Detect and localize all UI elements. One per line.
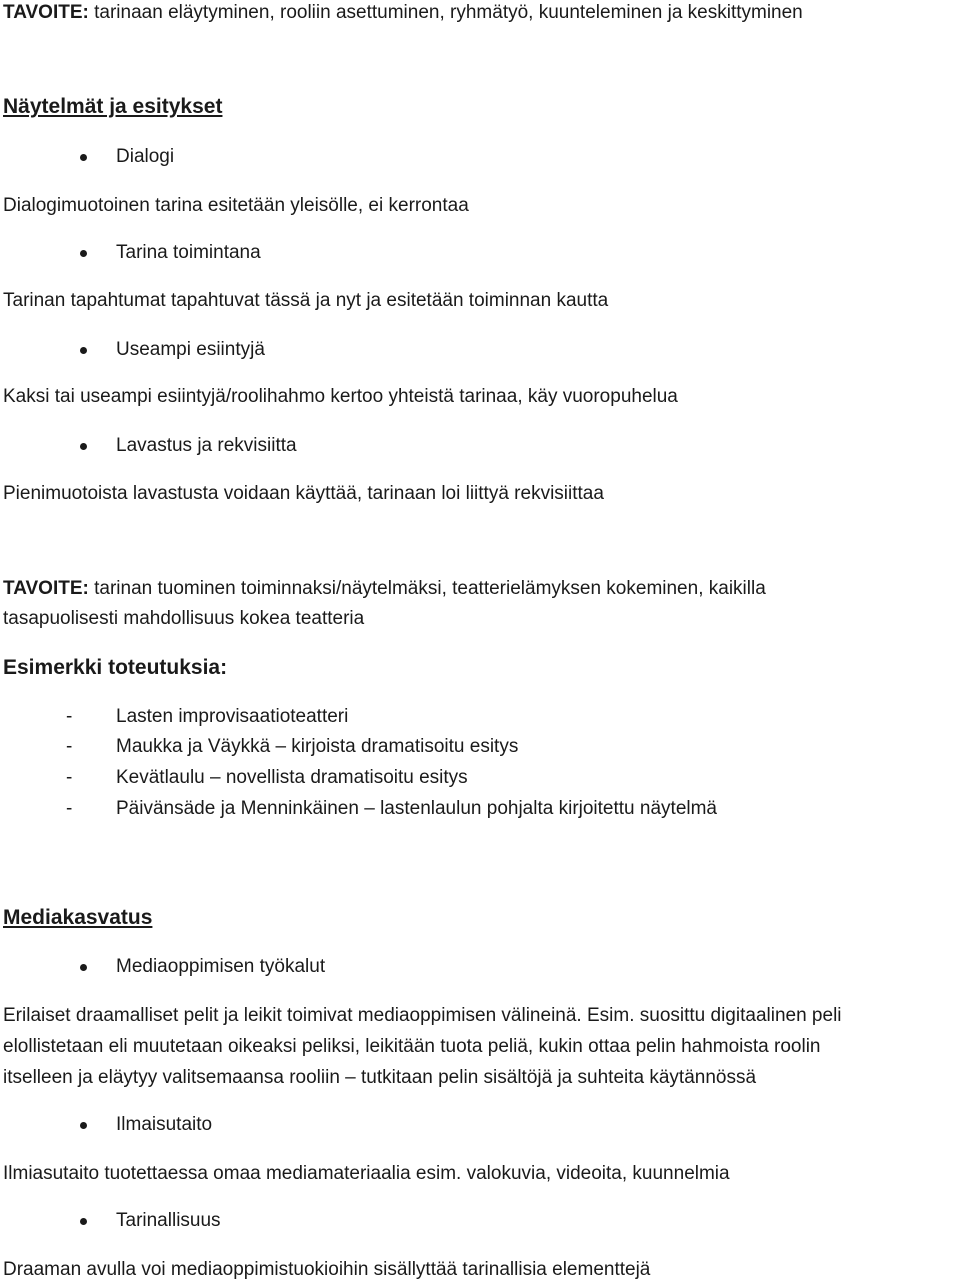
bullet-item-lavastus: Lavastus ja rekvisiitta: [116, 435, 297, 456]
example-item: Lasten improvisaatioteatteri: [116, 706, 349, 727]
bullet-icon: [80, 964, 87, 971]
bullet-icon: [80, 1218, 87, 1225]
bullet-icon: [80, 250, 87, 257]
paragraph-line: itselleen ja eläytyy valitsemaansa rooliin – tutkitaan pelin sisältöjä ja suhteita käytännössä: [3, 1067, 757, 1088]
goal-label: TAVOITE:: [3, 2, 89, 23]
paragraph-line: elollistetaan eli muutetaan oikeaksi peliksi, leikitään tuota peliä, kukin ottaa pelin hahmoista roolin: [3, 1036, 821, 1057]
paragraph: Draaman avulla voi mediaoppimistuokioihin sisällyttää tarinallisia elementtejä: [3, 1259, 651, 1280]
dash-marker: -: [66, 767, 73, 788]
paragraph: Dialogimuotoinen tarina esitetään yleisölle, ei kerrontaa: [3, 195, 469, 216]
bullet-item-dialogi: Dialogi: [116, 146, 175, 167]
example-item: Kevätlaulu – novellista dramatisoitu esitys: [116, 767, 468, 788]
heading-mediakasvatus: Mediakasvatus: [3, 906, 153, 929]
bullet-item-tarina-toimintana: Tarina toimintana: [116, 242, 261, 263]
dash-marker: -: [66, 736, 73, 757]
example-item: Päivänsäde ja Menninkäinen – lastenlaulun pohjalta kirjoitettu näytelmä: [116, 798, 717, 819]
paragraph-line: Erilaiset draamalliset pelit ja leikit toimivat mediaoppimisen välineinä. Esim. suosittu digitaalinen peli: [3, 1005, 842, 1026]
bullet-icon: [80, 154, 87, 161]
bullet-item-useampi-esiintyja: Useampi esiintyjä: [116, 339, 265, 360]
goal-line-2: [3, 577, 766, 601]
goal-label: TAVOITE:: [3, 578, 89, 599]
dash-marker: -: [66, 798, 73, 819]
examples-heading: Esimerkki toteutuksia:: [3, 656, 228, 679]
paragraph: Pienimuotoista lavastusta voidaan käyttää, tarinaan loi liittyä rekvisiittaa: [3, 483, 604, 504]
dash-marker: -: [66, 706, 73, 727]
paragraph: Kaksi tai useampi esiintyjä/roolihahmo kertoo yhteistä tarinaa, käy vuoropuhelua: [3, 386, 678, 407]
paragraph: Ilmiasutaito tuotettaessa omaa mediamateriaalia esim. valokuvia, videoita, kuunnelmia: [3, 1163, 730, 1184]
heading-naytelmat: Näytelmät ja esitykset: [3, 95, 223, 118]
bullet-icon: [80, 1122, 87, 1129]
bullet-item-mediaoppimisen-tyokalut: Mediaoppimisen työkalut: [116, 956, 326, 977]
goal-text: tarinan tuominen toiminnaksi/näytelmäksi, teatterielämyksen kokeminen, kaikilla: [88, 578, 766, 599]
bullet-icon: [80, 347, 87, 354]
bullet-item-ilmaisutaito: Ilmaisutaito: [116, 1114, 213, 1135]
example-item: Maukka ja Väykkä – kirjoista dramatisoitu esitys: [116, 736, 519, 757]
bullet-item-tarinallisuus: Tarinallisuus: [116, 1210, 221, 1231]
goal-text: tarinaan eläytyminen, rooliin asettuminen, ryhmätyö, kuunteleminen ja keskittyminen: [88, 2, 803, 23]
bullet-icon: [80, 443, 87, 450]
goal-line-1: [3, 1, 803, 25]
goal-text-continued: tasapuolisesti mahdollisuus kokea teatteria: [3, 608, 365, 629]
paragraph: Tarinan tapahtumat tapahtuvat tässä ja nyt ja esitetään toiminnan kautta: [3, 290, 609, 311]
